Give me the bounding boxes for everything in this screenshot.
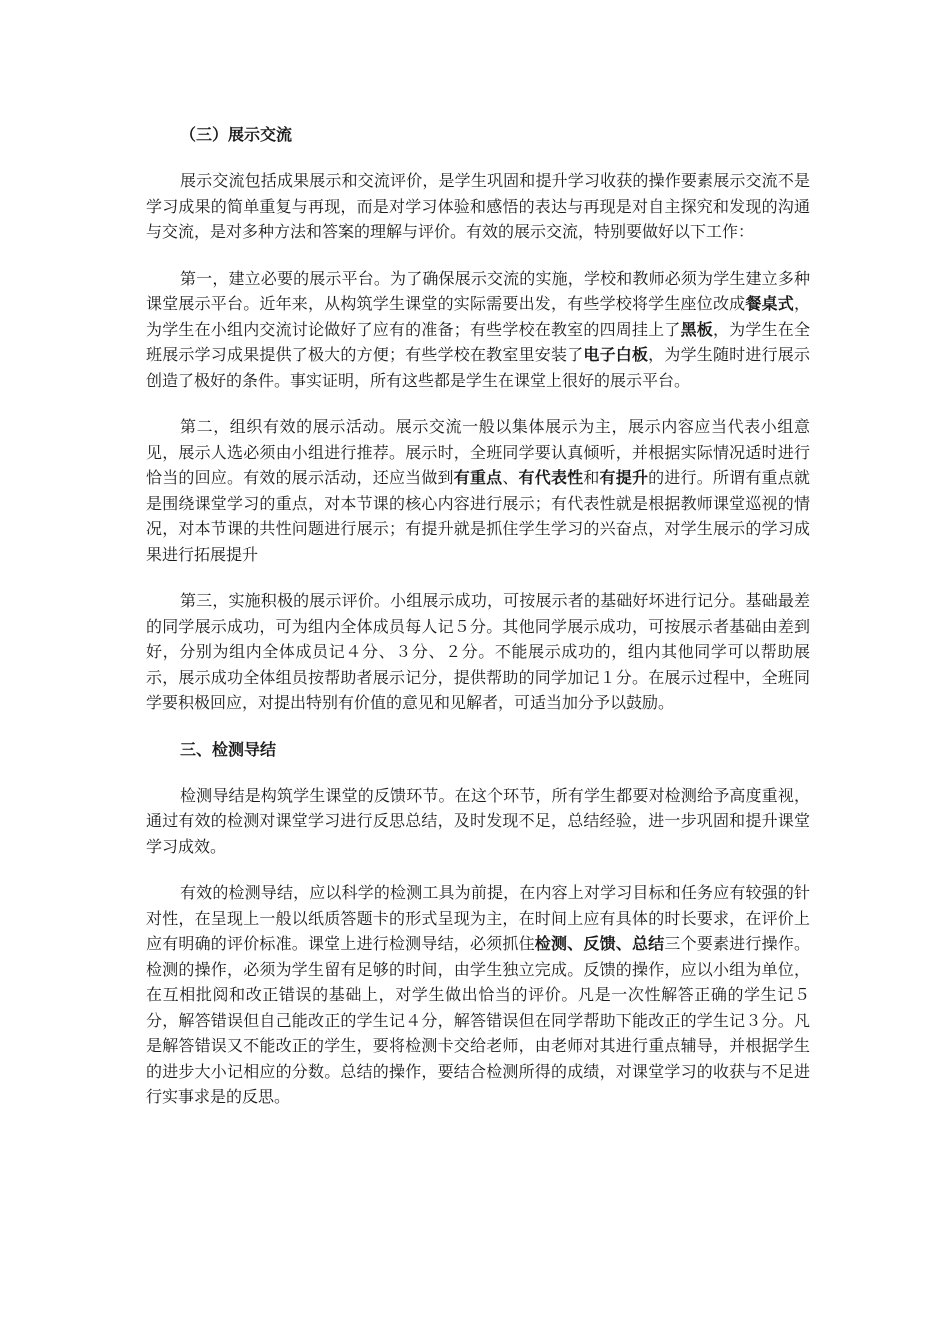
text-run: 、 [502, 468, 519, 487]
text-run: 和 [583, 468, 600, 487]
paragraph-presentation-activity [146, 414, 810, 567]
text-run: 有效的检测导结，应以科学的检测工具为前提，在内容上对学习目标和任务应有较强的针对性，在呈现上一般以纸质答题卡的形式呈现为主，在时间上应有具体的时长要求，在评价上应有明确的评价标准。课堂上进行检测导结，必须抓住 [146, 883, 810, 953]
paragraph-presentation-intro: 展示交流包括成果展示和交流评价，是学生巩固和提升学习收获的操作要素展示交流不是学习成果的简单重复与再现，而是对学习体验和感悟的表达与再现是对自主探究和发现的沟通与交流，是对多种方法和答案的理解与评价。有效的展示交流，特别要做好以下工作： [146, 171, 810, 241]
text-run: 的进行。所谓有重点就是围绕课堂学习的重点，对本节课的核心内容进行展示；有代表性就是根据教师课堂巡视的情况，对本节课的共性问题进行展示；有提升就是抓住学生学习的兴奋点，对学生展示的学习成果进行拓展提升 [146, 468, 810, 564]
bold-term-focus: 有重点 [453, 468, 503, 487]
text-run: 三个要素进行操作。检测的操作，必须为学生留有足够的时间，由学生独立完成。反馈的操作，应以小组为单位，在互相批阅和改正错误的基础上，对学生做出恰当的评价。凡是一次性解答正确的学生记５分，解答错误但自己能改正的学生记４分，解答错误但在同学帮助下能改正的学生记３分。凡是解答错误又不能改正的学生，要将检测卡交给老师，由老师对其进行重点辅导，并根据学生的进步大小记相应的分数。总结的操作，要结合检测所得的成绩，对课堂学习的收获与不足进行实事求是的反思。 [146, 934, 810, 1106]
document-page [146, 122, 810, 1131]
text-run: ，为学生在小组内交流讨论做好了应有的准备；有些学校在教室的四周挂上了 [146, 294, 810, 339]
text-run: ，为学生在全班展示学习成果提供了极大的方便；有些学校在教室里安装了 [146, 319, 810, 364]
bold-term-blackboard: 黑板 [680, 319, 713, 339]
text-run: 第一，建立必要的展示平台。为了确保展示交流的实施，学校和教师必须为学生建立多种课堂展示平台。近年来，从构筑学生课堂的实际需要出发，有些学校将学生座位改成 [146, 268, 810, 313]
paragraph-presentation-evaluation: 第三，实施积极的展示评价。小组展示成功，可按展示者的基础好坏进行记分。基础最差的同学展示成功，可为组内全体成员每人记５分。其他同学展示成功，可按展示者基础由差到好，分别为组内全体成员记４分、３分、２分。不能展示成功的，组内其他同学可以帮助展示，展示成功全体组员按帮助者展示记分，提供帮助的同学加记１分。在展示过程中，全班同学要积极回应，对提出特别有价值的意见和见解者，可适当加分予以鼓励。 [146, 591, 810, 712]
text-run: ，为学生随时进行展示创造了极好的条件。事实证明，所有这些都是学生在课堂上很好的展示平台。 [146, 345, 810, 390]
bold-term-whiteboard: 电子白板 [583, 345, 649, 364]
paragraph-assessment-intro: 检测导结是构筑学生课堂的反馈环节。在这个环节，所有学生都要对检测给予高度重视，通过有效的检测对课堂学习进行反思总结，及时发现不足，总结经验，进一步巩固和提升课堂学习成效。 [146, 785, 810, 856]
bold-term-assess-feedback-summary: 检测、反馈、总结 [534, 934, 665, 953]
bold-term-dining-table: 餐桌式 [745, 294, 794, 313]
bold-term-improvement: 有提升 [599, 468, 649, 487]
paragraph-assessment-method [146, 880, 810, 1110]
section-heading-presentation: （三）展示交流 [180, 125, 293, 144]
text-run: 第二，组织有效的展示活动。展示交流一般以集体展示为主，展示内容应当代表小组意见，展示人选必须由小组进行推荐。展示时，全班同学要认真倾听，并根据实际情况适时进行恰当的回应。有效的展示活动，还应当做到 [146, 417, 810, 487]
paragraph-presentation-platform [146, 266, 810, 394]
section-heading-assessment: 三、检测导结 [180, 739, 277, 759]
bold-term-representative: 有代表性 [518, 468, 584, 487]
